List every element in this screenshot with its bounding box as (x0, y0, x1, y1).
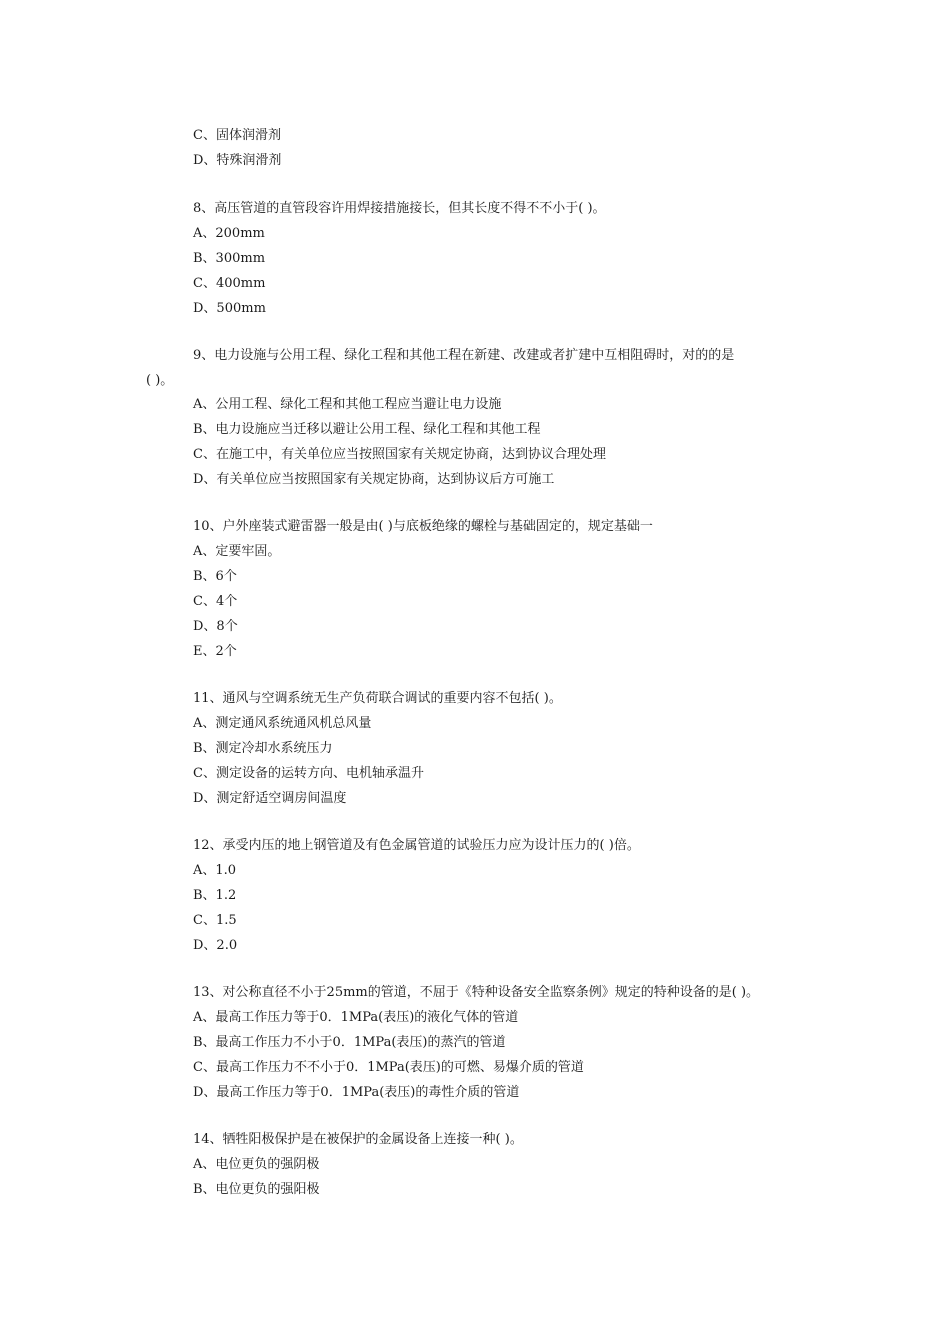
option-8d: D、500mm (193, 301, 266, 316)
option-9b: B、电力设施应当迁移以避让公用工程、绿化工程和其他工程 (193, 422, 541, 437)
option-11a: A、测定通风系统通风机总风量 (193, 716, 372, 731)
option-7d: D、特殊润滑剂 (193, 153, 282, 168)
question-14: 14、牺牲阳极保护是在被保护的金属设备上连接一种( )。 (193, 1132, 523, 1147)
option-9a: A、公用工程、绿化工程和其他工程应当避让电力设施 (193, 397, 502, 412)
option-10b: B、6个 (193, 569, 237, 584)
option-11b: B、测定冷却水系统压力 (193, 741, 333, 756)
question-11: 11、通风与空调系统无生产负荷联合调试的重要内容不包括( )。 (193, 691, 562, 706)
option-13b: B、最高工作压力不小于0．1MPa(表压)的蒸汽的管道 (193, 1035, 506, 1050)
option-10c: C、4个 (193, 594, 238, 609)
option-13d: D、最高工作压力等于0．1MPa(表压)的毒性介质的管道 (193, 1085, 520, 1100)
option-11d: D、测定舒适空调房间温度 (193, 791, 347, 806)
option-13a: A、最高工作压力等于0．1MPa(表压)的液化气体的管道 (193, 1010, 519, 1025)
option-11c: C、测定设备的运转方向、电机轴承温升 (193, 766, 424, 781)
option-10d: D、8个 (193, 619, 238, 634)
option-9c: C、在施工中，有关单位应当按照国家有关规定协商，达到协议合理处理 (193, 447, 606, 462)
option-12b: B、1.2 (193, 888, 237, 903)
option-9d: D、有关单位应当按照国家有关规定协商，达到协议后方可施工 (193, 472, 555, 487)
option-14a: A、电位更负的强阴极 (193, 1157, 320, 1172)
option-10a: A、定要牢固。 (193, 544, 281, 559)
option-8c: C、400mm (193, 276, 266, 291)
option-7c: C、固体润滑剂 (193, 128, 281, 143)
option-12c: C、1.5 (193, 913, 237, 928)
question-12: 12、承受内压的地上钢管道及有色金属管道的试验压力应为设计压力的( )倍。 (193, 838, 640, 853)
option-10e: E、2个 (193, 644, 237, 659)
question-8: 8、高压管道的直管段容许用焊接措施接长，但其长度不得不不小于( )。 (193, 201, 606, 216)
option-12a: A、1.0 (193, 863, 237, 878)
question-10: 10、户外座装式避雷器一般是由( )与底板绝缘的螺栓与基础固定的，规定基础一 (193, 519, 653, 534)
option-12d: D、2.0 (193, 938, 238, 953)
option-14b: B、电位更负的强阳极 (193, 1182, 320, 1197)
question-9: 9、电力设施与公用工程、绿化工程和其他工程在新建、改建或者扩建中互相阻碍时，对的的是 (193, 348, 735, 363)
option-8a: A、200mm (193, 226, 265, 241)
question-13: 13、对公称直径不小于25mm的管道，不屈于《特种设备安全监察条例》规定的特种设备的是( )。 (193, 985, 760, 1000)
question-9-continued: ( )。 (146, 373, 174, 388)
option-8b: B、300mm (193, 251, 266, 266)
option-13c: C、最高工作压力不不小于0．1MPa(表压)的可燃、易爆介质的管道 (193, 1060, 584, 1075)
